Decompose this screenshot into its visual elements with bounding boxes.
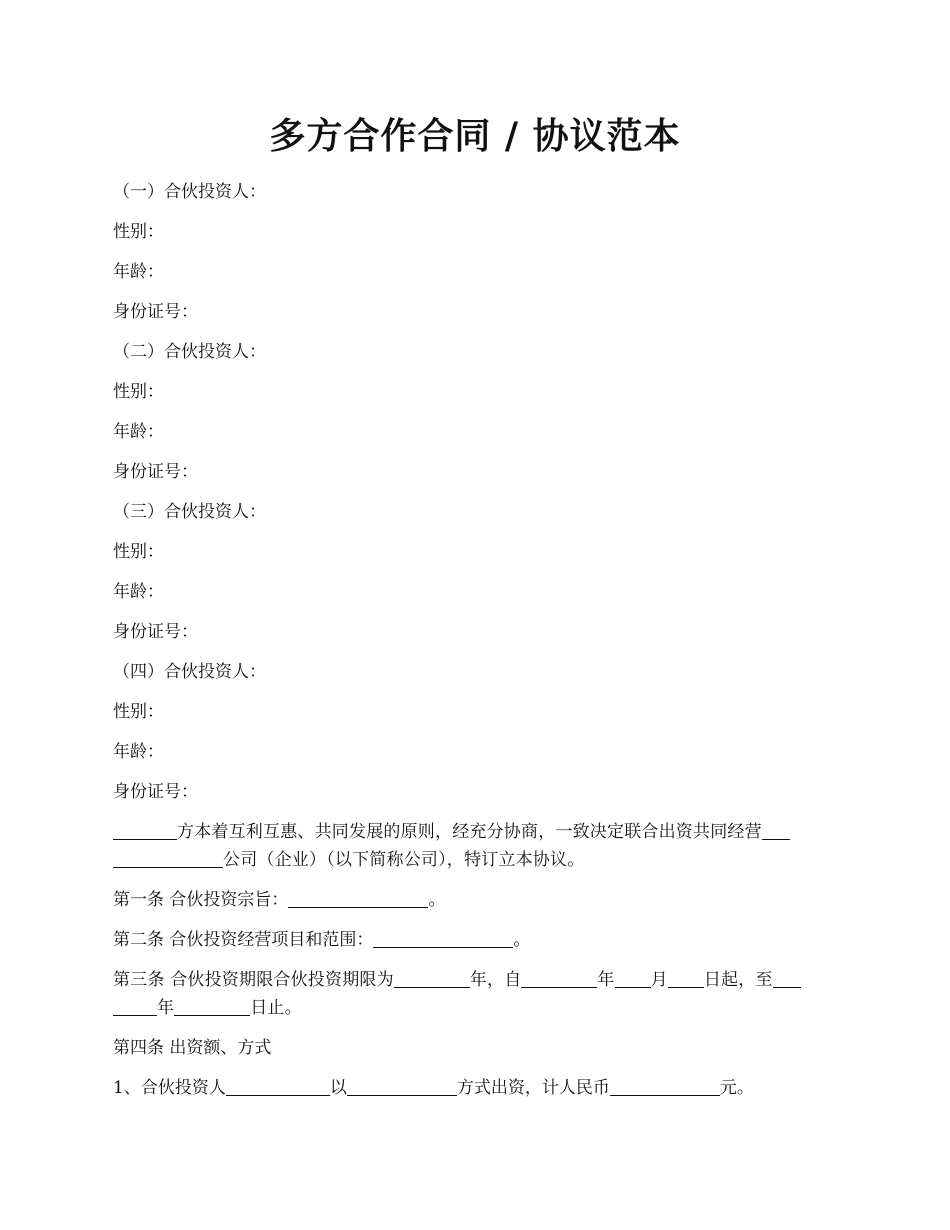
preamble-paragraph <box>113 818 843 874</box>
article-3 <box>113 966 843 1022</box>
party-age-label: 年龄： <box>113 262 164 282</box>
party-heading: （一）合伙投资人： <box>113 182 266 202</box>
blank-field[interactable] <box>226 1077 330 1096</box>
blank-field[interactable] <box>394 969 470 988</box>
article-2 <box>113 926 843 954</box>
clause-1-with: 以 <box>329 1078 347 1098</box>
clause-1-text: 1、合伙投资人 <box>113 1078 226 1098</box>
article-2-text: 第二条 合伙投资经营项目和范围： <box>113 930 374 950</box>
party-gender-label: 性别： <box>113 542 164 562</box>
article-1-end: 。 <box>428 890 446 910</box>
article-1 <box>113 886 843 914</box>
blank-field[interactable] <box>113 849 223 868</box>
blank-field[interactable] <box>773 969 801 988</box>
party-heading: （二）合伙投资人： <box>113 342 266 362</box>
blank-field[interactable] <box>174 997 250 1016</box>
party-age-label: 年龄： <box>113 422 164 442</box>
page-title: 多方合作合同 / 协议范本 <box>269 115 681 157</box>
article-3-start-year: 年 <box>597 970 615 990</box>
article-3-end-day: 日止。 <box>250 998 302 1018</box>
blank-field[interactable] <box>113 997 157 1016</box>
blank-field[interactable] <box>521 969 597 988</box>
blank-field[interactable] <box>762 821 790 840</box>
party-gender-label: 性别： <box>113 222 164 242</box>
clause-1-method: 方式出资，计人民币 <box>456 1078 610 1098</box>
article-1-text: 第一条 合伙投资宗旨： <box>113 890 289 910</box>
article-3-end-year: 年 <box>157 998 175 1018</box>
party-age-label: 年龄： <box>113 582 164 602</box>
party-id-label: 身份证号： <box>113 622 198 642</box>
article-3-year-unit: 年，自 <box>469 970 522 990</box>
article-3-start-month: 月 <box>650 970 668 990</box>
party-gender-label: 性别： <box>113 702 164 722</box>
blank-field[interactable] <box>668 969 704 988</box>
preamble-text-1: 方本着互利互惠、共同发展的原则，经充分协商，一致决定联合出资共同经营 <box>177 822 762 842</box>
blank-field[interactable] <box>373 929 513 948</box>
article-4: 第四条 出资额、方式 <box>113 1038 272 1058</box>
blank-field[interactable] <box>615 969 651 988</box>
party-age-label: 年龄： <box>113 742 164 762</box>
party-id-label: 身份证号： <box>113 782 198 802</box>
party-heading: （三）合伙投资人： <box>113 502 266 522</box>
party-gender-label: 性别： <box>113 382 164 402</box>
blank-field[interactable] <box>113 821 177 840</box>
party-id-label: 身份证号： <box>113 462 198 482</box>
blank-field[interactable] <box>288 889 428 908</box>
clause-1-unit: 元。 <box>719 1078 754 1098</box>
document-body <box>113 178 843 1114</box>
clause-1 <box>113 1074 843 1102</box>
article-3-start-day: 日起，至 <box>703 970 773 990</box>
preamble-text-2: 公司（企业）（以下简称公司），特订立本协议。 <box>223 850 585 870</box>
blank-field[interactable] <box>347 1077 457 1096</box>
party-heading: （四）合伙投资人： <box>113 662 266 682</box>
blank-field[interactable] <box>610 1077 720 1096</box>
article-2-end: 。 <box>513 930 531 950</box>
party-id-label: 身份证号： <box>113 302 198 322</box>
article-3-text: 第三条 合伙投资期限合伙投资期限为 <box>113 970 394 990</box>
